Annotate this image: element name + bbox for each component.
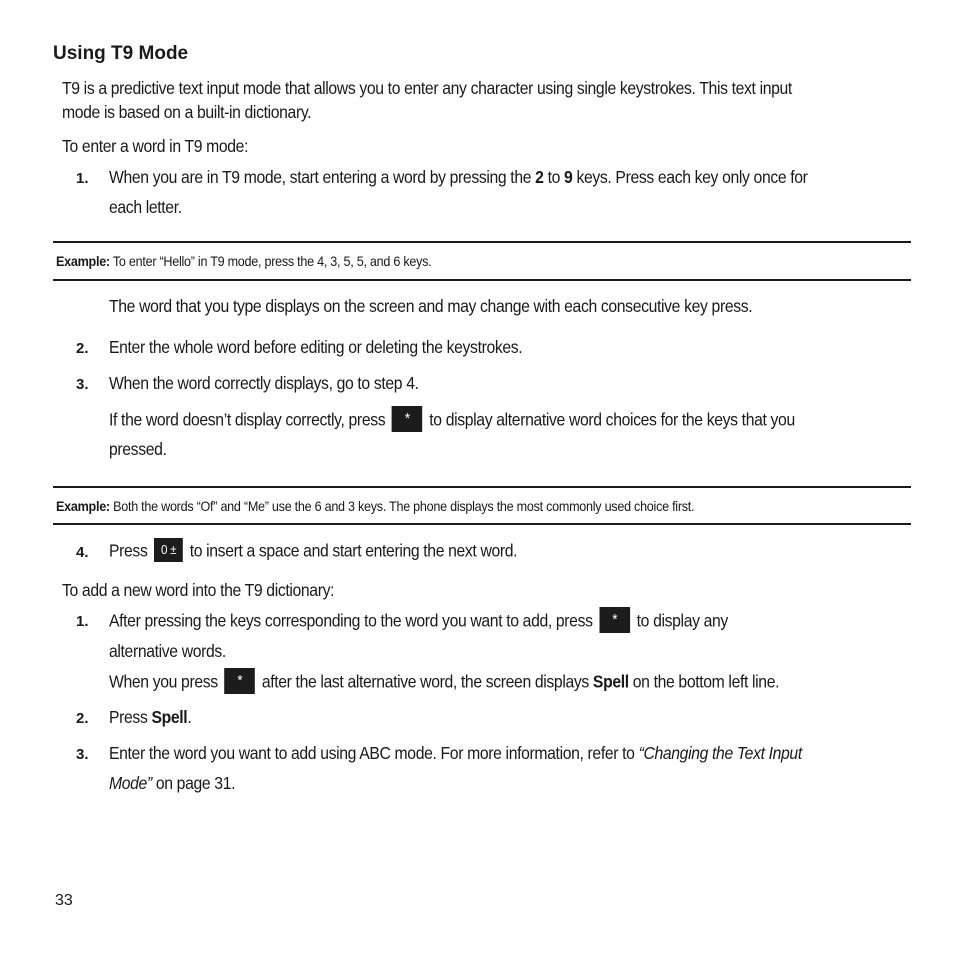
step-number: 1. [76,613,89,630]
add-step-3-line-2: Mode” on page 31. [109,773,236,793]
step-number: 1. [76,170,89,187]
add-step-1-text: After pressing the keys corresponding to the word you want to add, press * to display any [109,609,728,635]
star-key-icon: * [599,607,630,633]
example-note-2: Example: Both the words “Of” and “Me” use the 6 and 3 keys. The phone displays the most commonly used choice first. [56,498,695,514]
to-add-label: To add a new word into the T9 dictionary: [62,580,335,600]
star-key-icon: * [392,406,423,432]
add-step-3-text: Enter the word you want to add using ABC mode. For more information, refer to “Changing the Text Input [109,743,802,763]
step-1-text: When you are in T9 mode, start entering a word by pressing the 2 to 9 keys. Press each key only once for [109,167,808,187]
step-4-text: Press 0 ± to insert a space and start entering the next word. [109,540,517,564]
step-2-text: Enter the whole word before editing or deleting the keystrokes. [109,337,523,357]
page-number: 33 [55,892,73,909]
intro-line-2: mode is based on a built-in dictionary. [62,102,312,122]
step-1-line-2: each letter. [109,197,182,217]
star-key-icon: * [224,668,255,694]
intro-line-1: T9 is a predictive text input mode that allows you to enter any character using single keystrokes. This text input [62,78,792,98]
step-3-text: When the word correctly displays, go to step 4. [109,373,419,393]
divider [53,486,911,488]
step-number: 4. [76,544,89,561]
section-heading: Using T9 Mode [53,43,189,64]
add-step-1-continuation: When you press * after the last alternative word, the screen displays Spell on the bottom left line. [109,670,779,696]
zero-key-icon: 0 ± [154,538,183,562]
step-3-line-2: pressed. [109,439,167,459]
to-enter-label: To enter a word in T9 mode: [62,136,249,156]
step-3-continuation: If the word doesn’t display correctly, press * to display alternative word choices for the keys that you [109,408,795,434]
divider [53,523,911,525]
step-number: 2. [76,710,89,727]
divider [53,241,911,243]
step-number: 2. [76,340,89,357]
step-number: 3. [76,746,89,763]
step-number: 3. [76,376,89,393]
add-step-2-text: Press Spell. [109,707,192,727]
step-1-continuation: The word that you type displays on the screen and may change with each consecutive key press. [109,296,753,316]
add-step-1-line-2: alternative words. [109,641,226,661]
example-note-1: Example: To enter “Hello” in T9 mode, press the 4, 3, 5, 5, and 6 keys. [56,253,432,269]
divider [53,279,911,281]
